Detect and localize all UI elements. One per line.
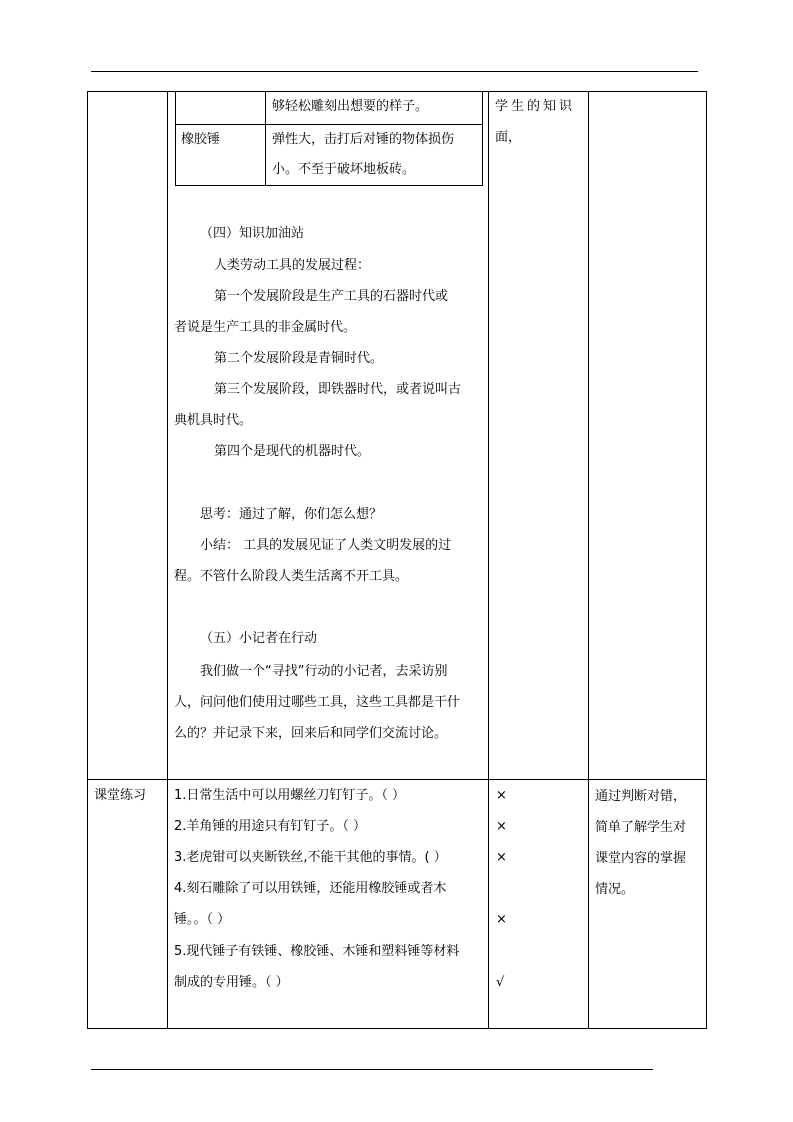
tool-table-border-left <box>175 91 176 186</box>
footer-rule <box>91 1069 653 1070</box>
paragraph-line: 小结： 工具的发展见证了人类文明发展的过 <box>200 538 452 553</box>
question-line: 锤。。（ ） <box>174 912 231 927</box>
table-border-right <box>706 91 707 1029</box>
answer-mark: × <box>496 912 507 927</box>
tool-name-cell: 橡胶锤 <box>181 132 221 147</box>
table-col-divider-3 <box>588 91 589 1029</box>
paragraph-line: 么的？并记录下来，回来后和同学们交流讨论。 <box>174 726 448 741</box>
answer-mark: × <box>496 788 507 803</box>
tool-desc-cell: 够轻松雕刻出想要的样子。 <box>272 99 429 114</box>
paragraph-line: 第三个发展阶段，即铁器时代，或者说叫古 <box>214 382 462 397</box>
question-line: 3.老虎钳可以夹断铁丝,不能干其他的事情。( ） <box>174 850 447 865</box>
student-note: 面， <box>495 130 522 145</box>
answer-mark: × <box>496 819 507 834</box>
table-row-divider <box>87 779 707 780</box>
paragraph-line: 人类劳动工具的发展过程： <box>214 258 371 273</box>
purpose-note: 情况。 <box>595 882 635 897</box>
question-line: 1.日常生活中可以用螺丝刀钉钉子。（ ） <box>174 788 406 803</box>
tool-table-border-right <box>482 91 483 186</box>
purpose-note: 课堂内容的掌握 <box>595 851 687 866</box>
paragraph-line: 者说是生产工具的非金属时代。 <box>174 320 357 335</box>
question-line: 5.现代锤子有铁锤、橡胶锤、木锤和塑料锤等材料 <box>174 944 460 959</box>
answer-mark: × <box>496 850 507 865</box>
table-border-top <box>87 91 707 92</box>
tool-table-row-divider <box>175 124 483 125</box>
header-rule <box>91 71 698 72</box>
table-border-bottom <box>87 1028 707 1029</box>
tool-desc-cell: 小。不至于破坏地板砖。 <box>272 162 416 177</box>
question-line: 制成的专用锤。（ ） <box>174 975 289 990</box>
table-border-left <box>87 91 88 1029</box>
purpose-note: 通过判断对错， <box>595 789 687 804</box>
paragraph-line: 程。不管什么阶段人类生活离不开工具。 <box>174 569 409 584</box>
table-col-divider-1 <box>167 91 168 1029</box>
answer-mark: √ <box>496 975 505 990</box>
tool-table-border-bottom <box>175 185 483 186</box>
tool-table-col-divider <box>265 91 266 186</box>
paragraph-line: 思考：通过了解，你们怎么想？ <box>200 507 383 522</box>
section-heading: （四）知识加油站 <box>200 226 305 241</box>
student-note: 学生的知识 <box>495 99 576 114</box>
purpose-note: 简单了解学生对 <box>595 820 687 835</box>
tool-desc-cell: 弹性大，击打后对锤的物体损伤 <box>272 132 455 147</box>
paragraph-line: 典机具时代。 <box>174 413 253 428</box>
paragraph-line: 人，问问他们使用过哪些工具，这些工具都是干什 <box>174 695 461 710</box>
paragraph-line: 第四个是现代的机器时代。 <box>214 444 371 459</box>
paragraph-line: 第一个发展阶段是生产工具的石器时代或 <box>214 289 449 304</box>
table-col-divider-2 <box>488 91 489 1029</box>
question-line: 2.羊角锤的用途只有钉钉子。（ ） <box>174 819 367 834</box>
paragraph-line: 我们做一个“寻找”行动的小记者，去采访别 <box>200 664 448 679</box>
section-heading: （五）小记者在行动 <box>200 631 318 646</box>
question-line: 4.刻石雕除了可以用铁锤，还能用橡胶锤或者木 <box>174 881 447 896</box>
practice-label: 课堂练习 <box>94 788 147 803</box>
paragraph-line: 第二个发展阶段是青铜时代。 <box>214 351 384 366</box>
